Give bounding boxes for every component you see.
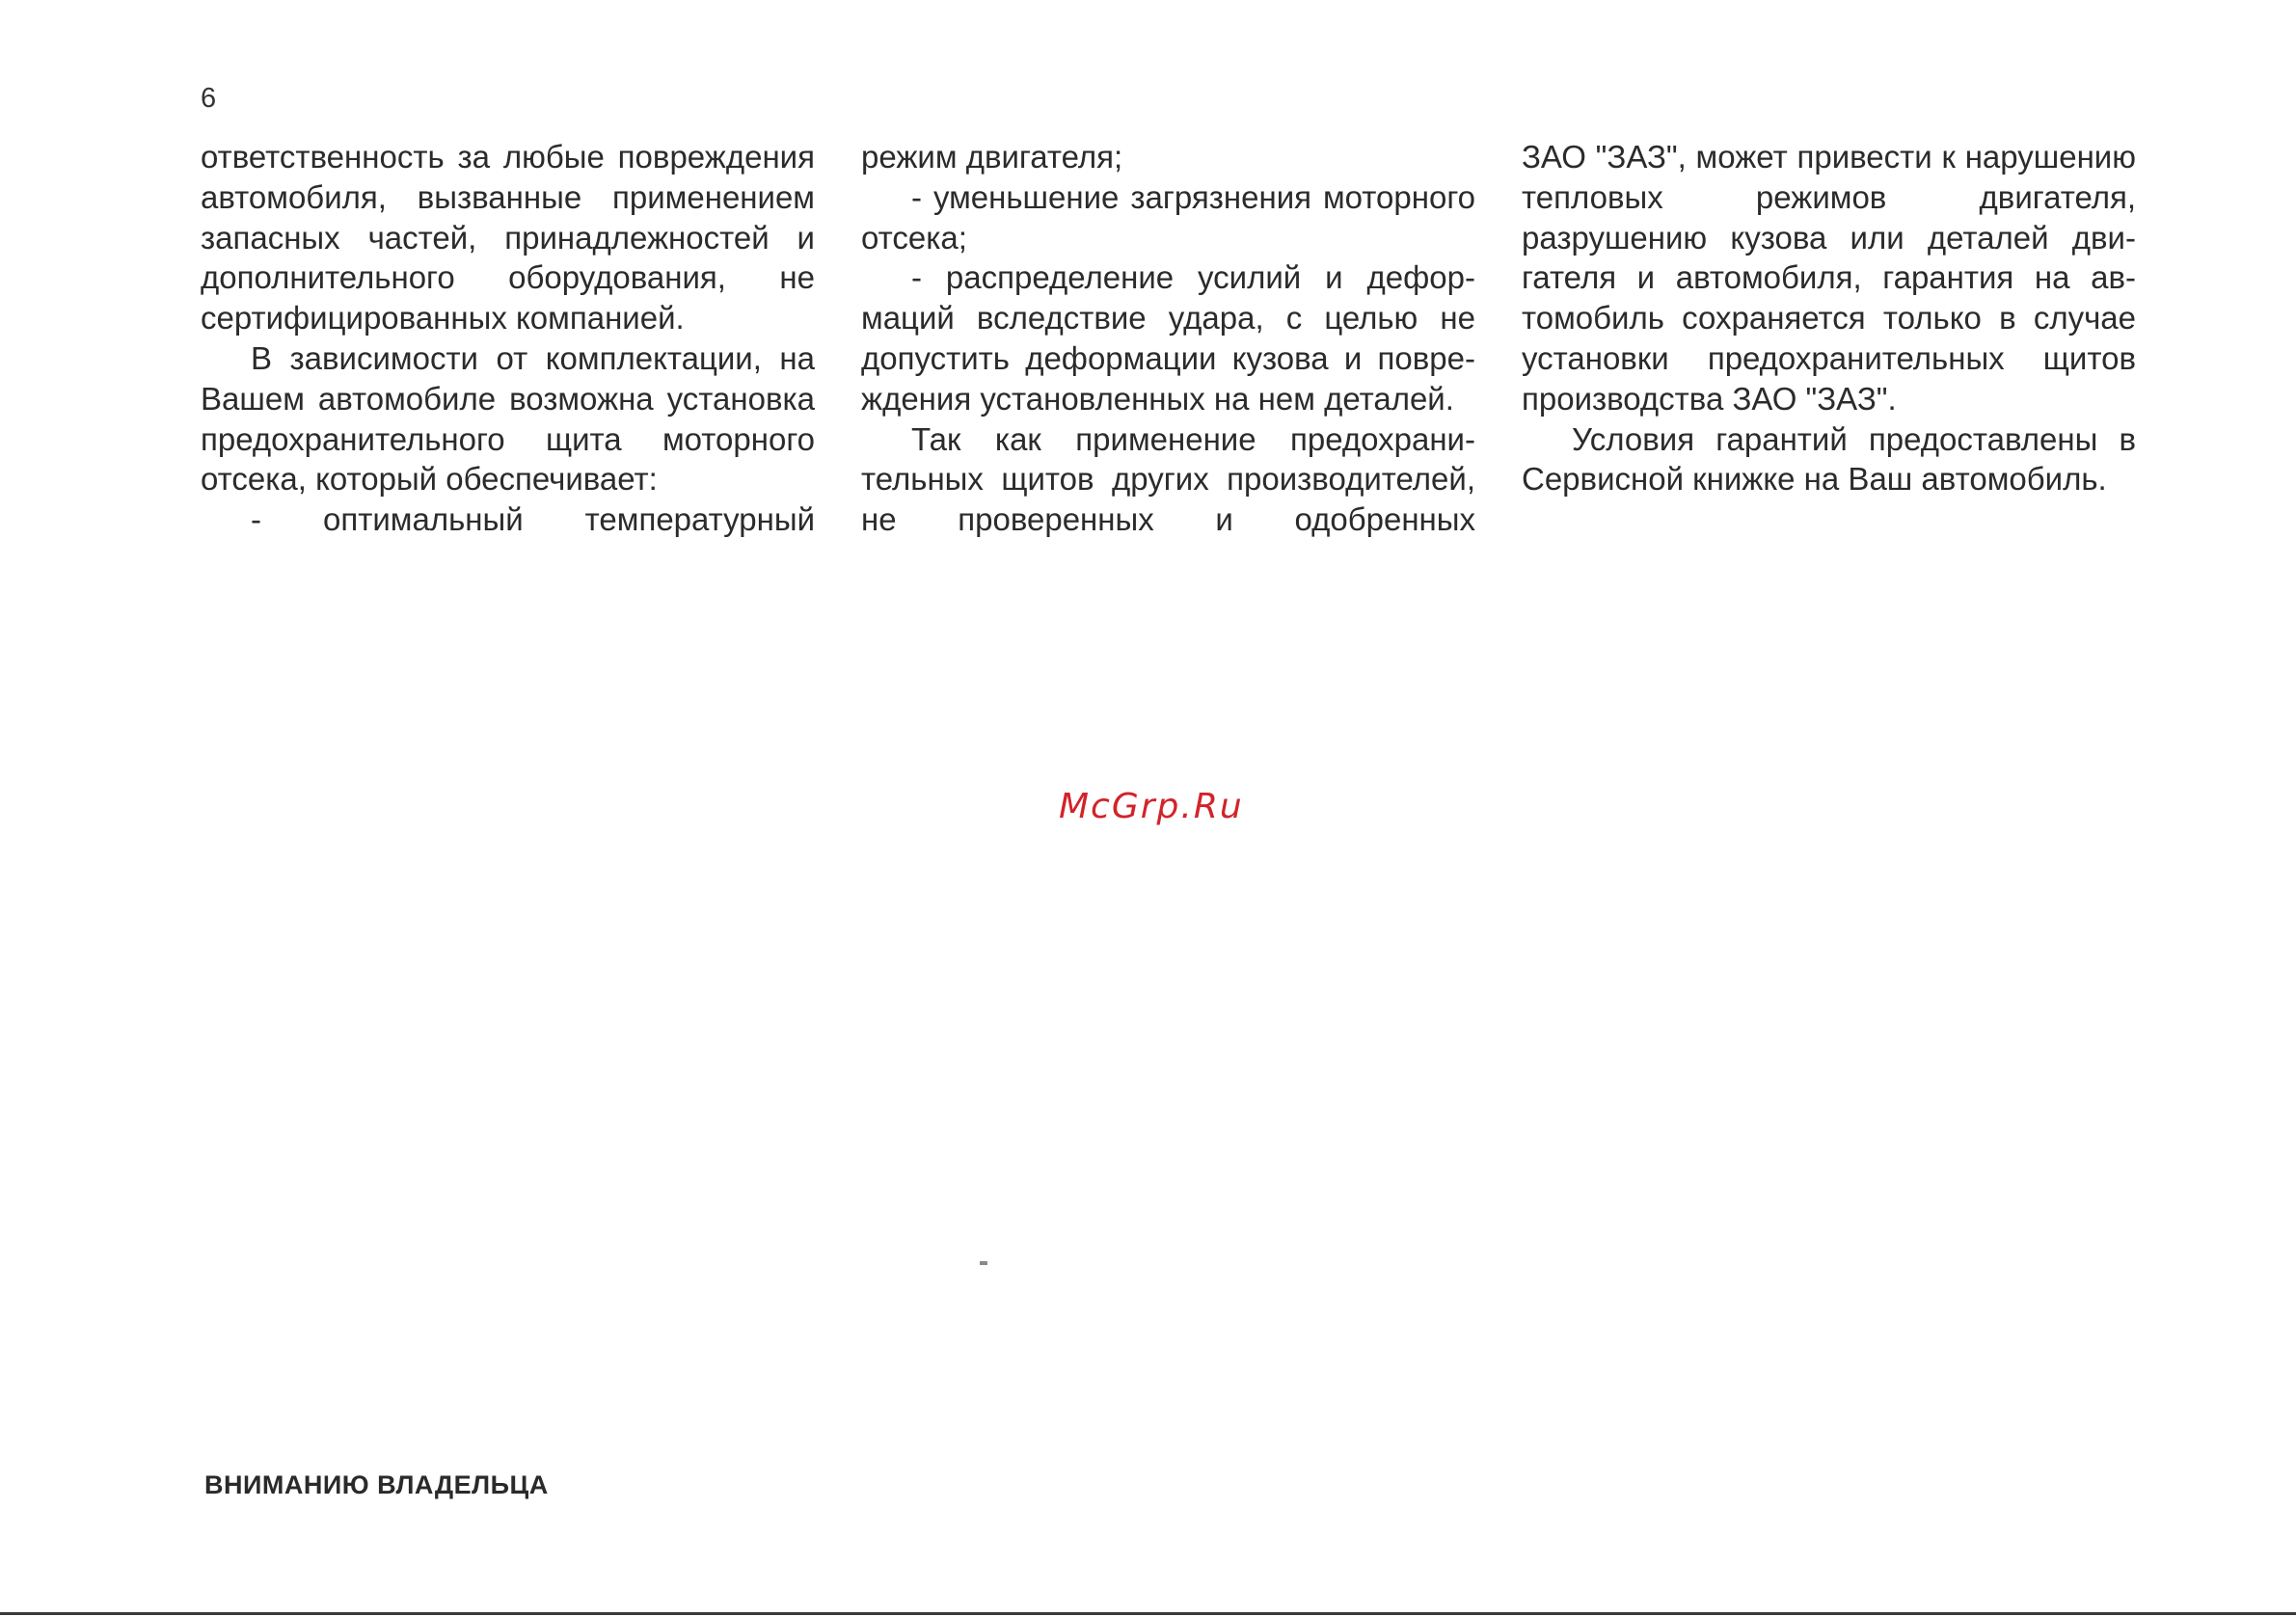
paragraph: ответственность за любые повреждения автомобиля, вызванные применением запасных частей, принадлежностей и дополнительного оборудования, не сертифицированных компанией. <box>201 139 815 337</box>
text-column-1 <box>201 137 815 540</box>
paragraph: - оптимальный температурный <box>251 501 815 538</box>
paragraph: Условия гарантий предоставлены в Сервисной книжке на Ваш автомобиль. <box>1522 420 2136 498</box>
paragraph: режим двигателя; <box>861 139 1123 175</box>
paragraph: Так как применение предохранительных щитов других производителей, не проверенных и одобренных <box>861 420 1475 538</box>
watermark-logo: McGrp.Ru <box>1059 787 1244 826</box>
text-columns <box>201 137 2137 540</box>
paragraph: - уменьшение загрязнения моторного отсека; <box>861 178 1475 256</box>
paragraph: ЗАО "ЗАЗ", может привести к нарушению тепловых режимов двигателя, разрушению кузова или деталей двигателя и автомобиля, гарантия на автомобиль сохраняется только в случае установки предохранительных щитов производства ЗАО "ЗАЗ". <box>1522 139 2136 417</box>
paragraph: В зависимости от комплектации, на Вашем автомобиле возможна установка предохранительного щита моторного отсека, который обеспечивает: <box>201 339 815 498</box>
text-column-3 <box>1522 137 2136 540</box>
text-column-2 <box>861 137 1475 540</box>
bottom-rule <box>0 1612 2296 1615</box>
paragraph: - распределение усилий и деформаций вследствие удара, с целью не допустить деформации кузова и повреждения установленных на нем деталей. <box>861 259 1475 417</box>
section-footer-title: ВНИМАНИЮ ВЛАДЕЛЬЦА <box>204 1470 549 1499</box>
page-number: 6 <box>201 83 217 114</box>
scan-speck <box>980 1261 987 1265</box>
